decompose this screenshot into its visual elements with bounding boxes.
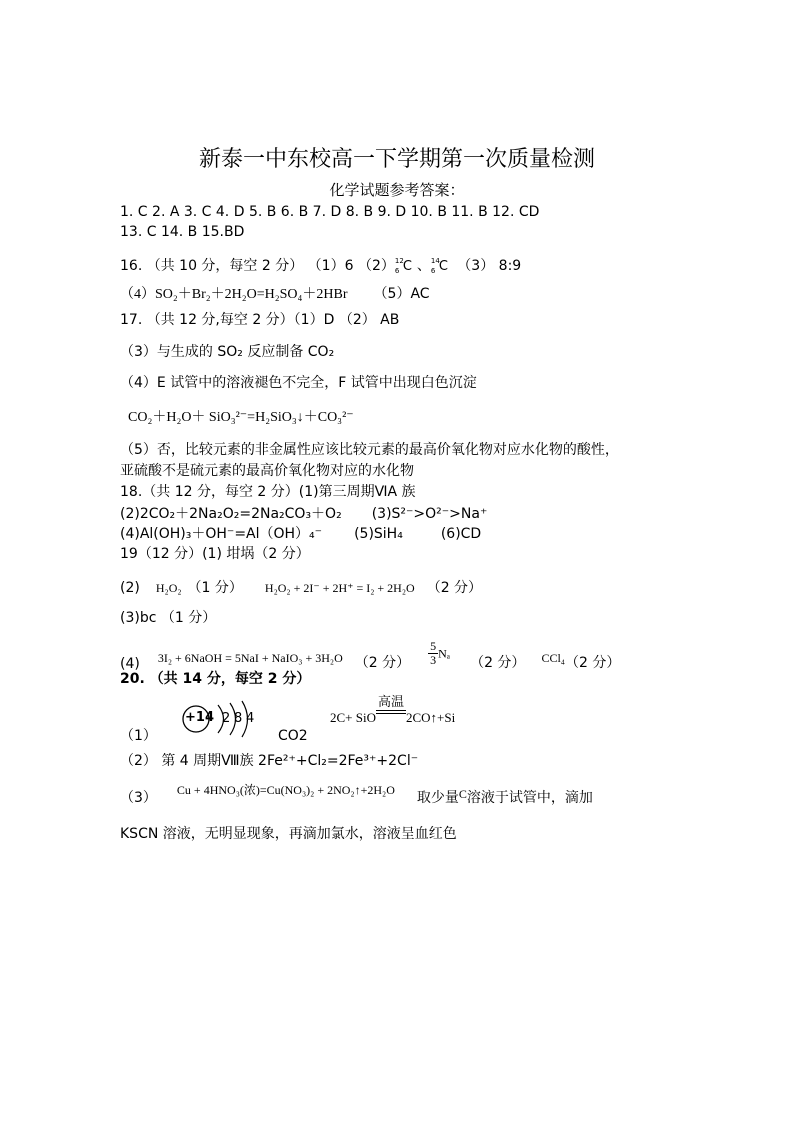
q19-score-5: （2 分） bbox=[564, 654, 621, 671]
eq1-double-line bbox=[376, 710, 406, 714]
q16-separator: 、 bbox=[416, 258, 431, 274]
q18-line-3 bbox=[120, 525, 481, 543]
mc-answers-line-1: 1. C 2. A 3. C 4. D 5. B 6. B 7. D 8. B 9. D 10. B 11. B 12. CD bbox=[120, 204, 540, 220]
q17-line-4: （4）E 试管中的溶液褪色不完全，F 试管中出现白色沉淀 bbox=[120, 375, 477, 391]
q18-answer-6: (6)CD bbox=[440, 526, 482, 542]
mc-answers-line-2: 13. C 14. B 15.BD bbox=[120, 224, 245, 240]
nuclide-c14 bbox=[431, 256, 453, 276]
q16-tail: （3） 8:9 bbox=[452, 258, 522, 274]
q18-answer-4: (4)Al(OH)₃＋OH⁻=Al（OH）₄⁻ bbox=[120, 526, 323, 542]
q20-tail-3b: 溶液于试管中，滴加 bbox=[466, 790, 593, 806]
nuclide-atomic-number: 6 bbox=[430, 267, 436, 275]
q18-head: 18.（共 12 分，每空 2 分）(1)第三周期ⅥA 族 bbox=[120, 484, 416, 500]
q19-equation-2: H₂O₂ + 2I⁻ + 2H⁺ = I₂ + 2H₂O bbox=[264, 581, 415, 595]
shell-electrons-2: 8 bbox=[234, 711, 243, 726]
shell-electrons-1: 2 bbox=[222, 711, 231, 726]
q16-head bbox=[120, 256, 521, 276]
q20-head: 20. （共 14 分，每空 2 分） bbox=[120, 671, 311, 687]
q19-score-4: （2 分） bbox=[470, 654, 526, 671]
q17-line-5a: （5）否，比较元素的非金属性应该比较元素的最高价氧化物对应水化物的酸性， bbox=[120, 442, 619, 458]
q19-line-4 bbox=[120, 639, 621, 672]
q18-answer-5: (5)SiH₄ bbox=[354, 526, 403, 542]
q19-line-2 bbox=[120, 579, 482, 597]
atom-structure-diagram bbox=[178, 697, 268, 739]
page-title: 新泰一中东校高一下学期第一次质量检测 bbox=[198, 147, 595, 172]
eq1-condition: 高温 bbox=[377, 695, 404, 710]
q16-head-text: 16. （共 10 分，每空 2 分） （1）6 （2） bbox=[120, 258, 395, 274]
nuclide-mass: 14 bbox=[430, 257, 440, 265]
q19-fraction bbox=[428, 640, 438, 667]
nucleus-charge: +14 bbox=[185, 710, 214, 725]
nuclide-symbol: C bbox=[402, 259, 412, 274]
q20-tail-3a: 取少量 bbox=[416, 790, 459, 806]
nuclide-atomic-number: 6 bbox=[394, 267, 400, 275]
q20-line-2: （2） 第 4 周期Ⅷ族 2Fe²⁺+Cl₂=2Fe³⁺+2Cl⁻ bbox=[120, 753, 419, 769]
q19-part-2: (2) bbox=[120, 580, 140, 596]
q19-avogadro: Nₐ bbox=[438, 646, 451, 661]
q19-score-1: （1 分） bbox=[187, 580, 243, 596]
q19-score-2: （2 分） bbox=[426, 580, 483, 596]
q20-line-3 bbox=[120, 781, 593, 806]
q19-line-3: (3)bc （1 分） bbox=[120, 610, 217, 626]
shell-electrons-3: 4 bbox=[246, 711, 255, 726]
q19-score-3: （2 分） bbox=[354, 654, 411, 671]
q20-co2: CO2 bbox=[278, 728, 308, 744]
q20-part-3: （3） bbox=[120, 790, 157, 806]
q16-equation: （4）SO₂＋Br₂＋2H₂O=H₂SO₄＋2HBr bbox=[120, 287, 348, 302]
q18-answer-2: (2)2CO₂＋2Na₂O₂=2Na₂CO₃＋O₂ bbox=[120, 506, 342, 522]
fraction-denominator: 3 bbox=[430, 653, 437, 667]
q16-line-4 bbox=[120, 285, 430, 304]
q17-line-3: （3）与生成的 SO₂ 反应制备 CO₂ bbox=[120, 344, 335, 360]
q18-answer-3: (3)S²⁻>O²⁻>Na⁺ bbox=[371, 506, 488, 522]
q17-head: 17. （共 12 分,每空 2 分）（1）D （2） AB bbox=[120, 312, 400, 328]
q20-equation-3: Cu + 4HNO₃(浓)=Cu(NO₃)₂ + 2NO₂↑+2H₂O bbox=[176, 783, 395, 797]
eq1-left: 2C+ SiO bbox=[330, 710, 376, 725]
q19-head: 19（12 分）(1) 坩埚（2 分） bbox=[120, 546, 310, 562]
q20-tail-3c: C bbox=[458, 787, 467, 801]
page-subtitle: 化学试题参考答案： bbox=[329, 181, 465, 199]
nuclide-mass: 12 bbox=[394, 257, 404, 265]
q17-equation: CO₂＋H₂O＋ SiO₃²⁻=H₂SiO₃↓＋CO₃²⁻ bbox=[128, 410, 354, 425]
q19-ccl4: CCl₄ bbox=[541, 650, 565, 665]
nuclide-c12 bbox=[395, 256, 417, 276]
q17-line-5b: 亚硫酸不是硫元素的最高价氧化物对应的水化物 bbox=[120, 463, 414, 479]
eq1-right: 2CO↑+Si bbox=[405, 710, 456, 725]
q19-equation-4: 3I₂ + 6NaOH = 5NaI + NaIO₃ + 3H₂O bbox=[157, 650, 343, 665]
eq1-arrow bbox=[376, 696, 406, 714]
q19-h2o2: H₂O₂ bbox=[155, 581, 182, 595]
fraction-numerator: 5 bbox=[430, 639, 437, 653]
q20-equation-1 bbox=[330, 695, 456, 725]
q20-line-4: KSCN 溶液，无明显现象，再滴加氯水，溶液呈血红色 bbox=[120, 826, 457, 842]
q18-line-2 bbox=[120, 505, 487, 523]
q19-part-4: (4) bbox=[120, 655, 140, 672]
q16-answer-5: （5）AC bbox=[373, 286, 430, 302]
q20-part-1-label: （1） bbox=[120, 728, 157, 744]
nuclide-symbol: C bbox=[438, 259, 448, 274]
